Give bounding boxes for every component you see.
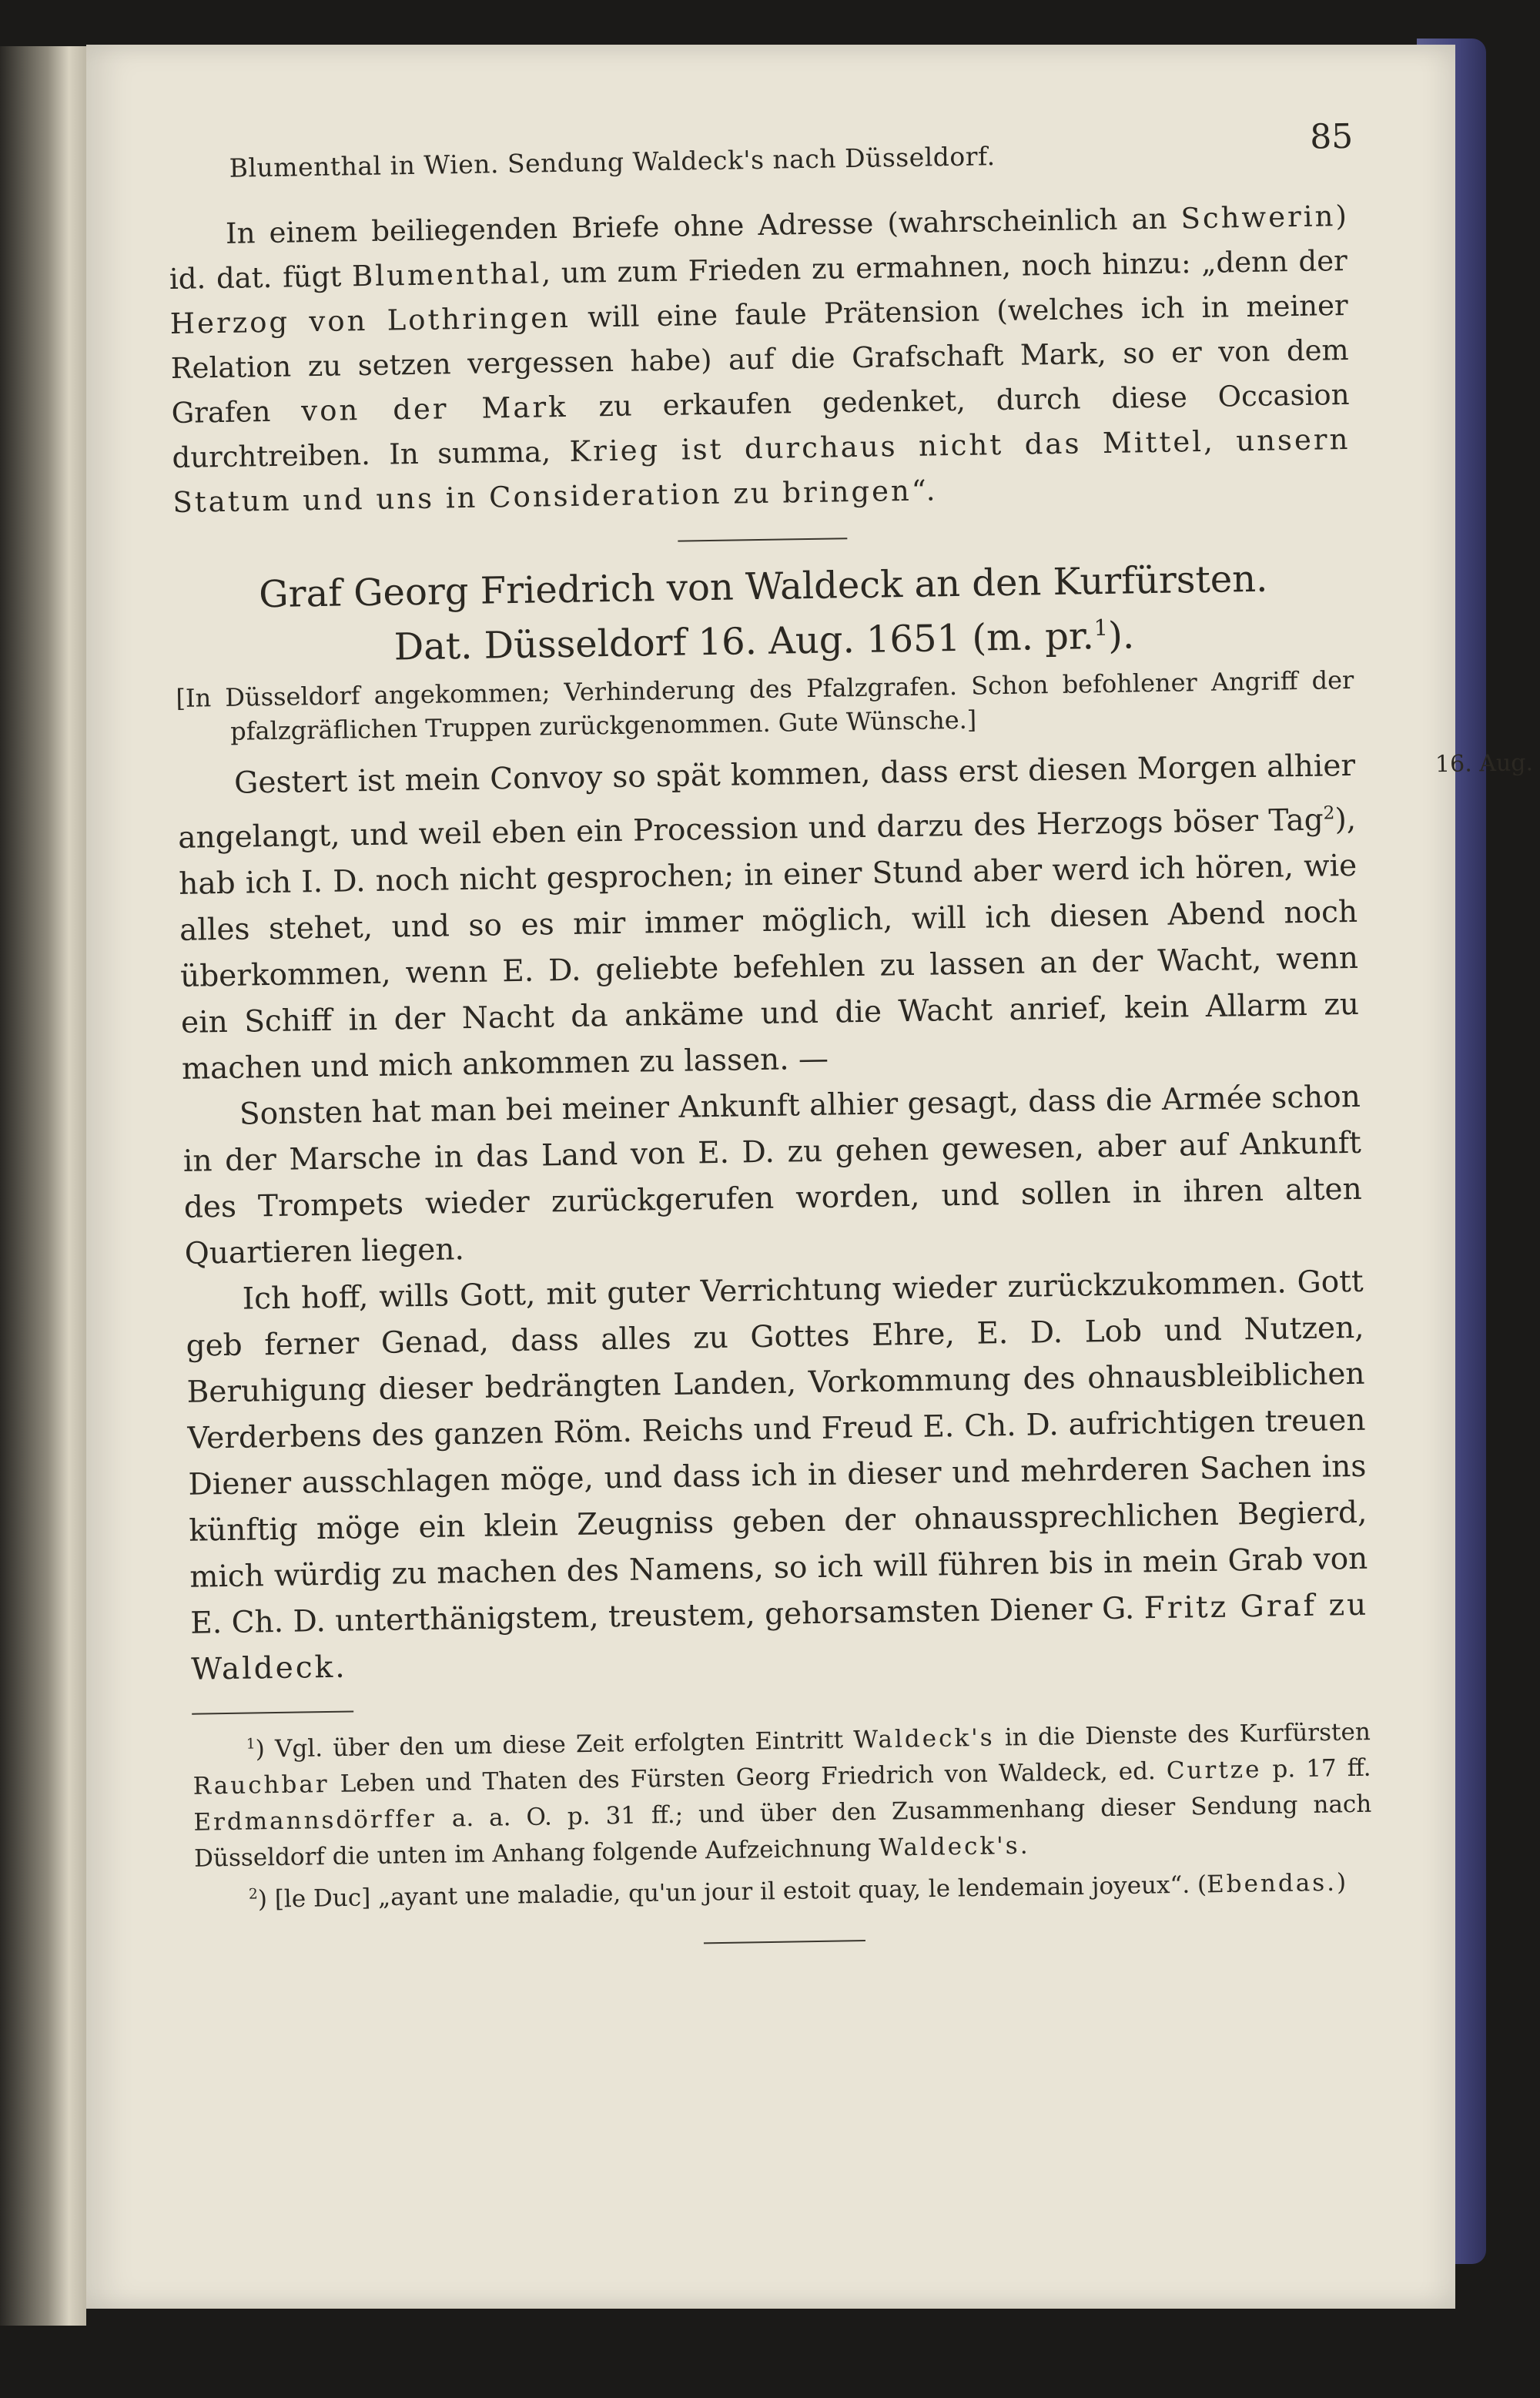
letter-paragraph-2: Sonsten hat man bei meiner Ankunft alhier gesagt, dass die Armée schon in der Marsche in das Land von E. D. zu gehen gewesen, aber auf Ankunft des Trompets wieder zurückgerufen worden, und sollen in ihren alten Quartieren liegen. (182, 1079, 1363, 1271)
left-page-edge (0, 46, 86, 2326)
document-title-line1: Graf Georg Friedrich von Waldeck an den Kurfürsten. (258, 557, 1268, 617)
footnote-divider (192, 1710, 353, 1714)
document-title (174, 554, 1354, 674)
margin-date-note: 16. Aug. (1435, 749, 1534, 779)
running-head (167, 116, 1354, 205)
footnote-1: $^1$) Vgl. über den um diese Zeit erfolgten Eintritt Waldeck's in die Dienste des Kurfürsten Rauchbar Leben und Thaten des Fürsten Georg Friedrich von Waldeck, ed. Curtze p. 17 ff. Erdmannsdörffer a. a. O. p. 31 ff.; und über den Zusammenhang dieser Sendung nach Düsseldorf die unten im Anhang folgende Aufzeichnung Waldeck's. (192, 1718, 1372, 1874)
footnote-2: $^2$) [le Duc] „ayant une maladie, qu'un jour il estoit quay, le lendemain joyeux“. (Ebendas.) (248, 1868, 1347, 1914)
section-divider (678, 538, 847, 541)
letter-paragraph-3: Ich hoff, wills Gott, mit guter Verrichtung wieder zurückzukommen. Gott geb ferner Genad, dass alles zu Gottes Ehre, E. D. Lob und Nutzen, Beruhigung dieser bedrängten Landen, Vorkommung des ohnausbleiblichen Verderbens des ganzen Röm. Reichs und Freud E. Ch. D. aufrichtigen treuen Diener ausschlagen möge, und dass ich in dieser und mehrderen Sachen ins künftig möge ein klein Zeugniss geben der ohnaussprechlichen Begierd, mich würdig zu machen des Namens, so ich will führen bis in mein Grab von E. Ch. D. unterthänigstem, treustem, gehorsamsten Diener G. Fritz Graf zu Waldeck. (186, 1264, 1369, 1687)
footnote-ref-1: 1 (1093, 614, 1109, 641)
intro-paragraph: In einem beiliegenden Briefe ohne Adresse (wahrscheinlich an Schwerin) id. dat. fügt Blumenthal, um zum Frieden zu ermahnen, noch hinzu: „denn der Herzog von Lothringen will eine faule Prätension (welches ich in meiner Relation zu setzen vergessen habe) auf die Grafschaft Mark, so er von dem Grafen von der Mark zu erkaufen gedenket, durch diese Occasion durchtreiben. In summa, Krieg ist durchaus nicht das Mittel, unsern Statum und uns in Consideration zu bringen“. (169, 199, 1351, 519)
letter-paragraph-1: 16. Aug. Gestert ist mein Convoy so spät kommen, dass erst diesen Morgen alhier angelangt, und weil eben ein Procession und darzu des Herzogs böser Tag$^2$), hab ich I. D. noch nicht gesprochen; in einer Stund aber werd ich hören, wie alles stehet, und so es mir immer möglich, will ich diesen Abend noch überkommen, wenn E. D. geliebte befehlen zu lassen an der Wacht, wenn ein Schiff in der Nacht da ankäme und die Wacht anrief, kein Allarm zu machen und mich ankommen zu lassen. — (177, 743, 1361, 1093)
page-content (167, 116, 1534, 1951)
footnote-ref-2: 2 (1323, 802, 1335, 824)
signature-name: Fritz Graf zu Waldeck (190, 1587, 1369, 1687)
document-summary: [In Düsseldorf angekommen; Verhinderung des Pfalzgrafen. Schon befohlener Angriff der pfalzgräflichen Truppen zurückgenommen. Gute Wünsche.] (176, 665, 1354, 746)
book-page (86, 45, 1534, 2309)
page-number: 85 (1309, 116, 1354, 157)
document-title-line2: Dat. Düsseldorf 16. Aug. 1651 (m. pr.$^1$). (393, 614, 1135, 669)
end-divider (704, 1940, 865, 1944)
running-title: Blumenthal in Wien. Sendung Waldeck's nach Düsseldorf. (229, 141, 996, 183)
